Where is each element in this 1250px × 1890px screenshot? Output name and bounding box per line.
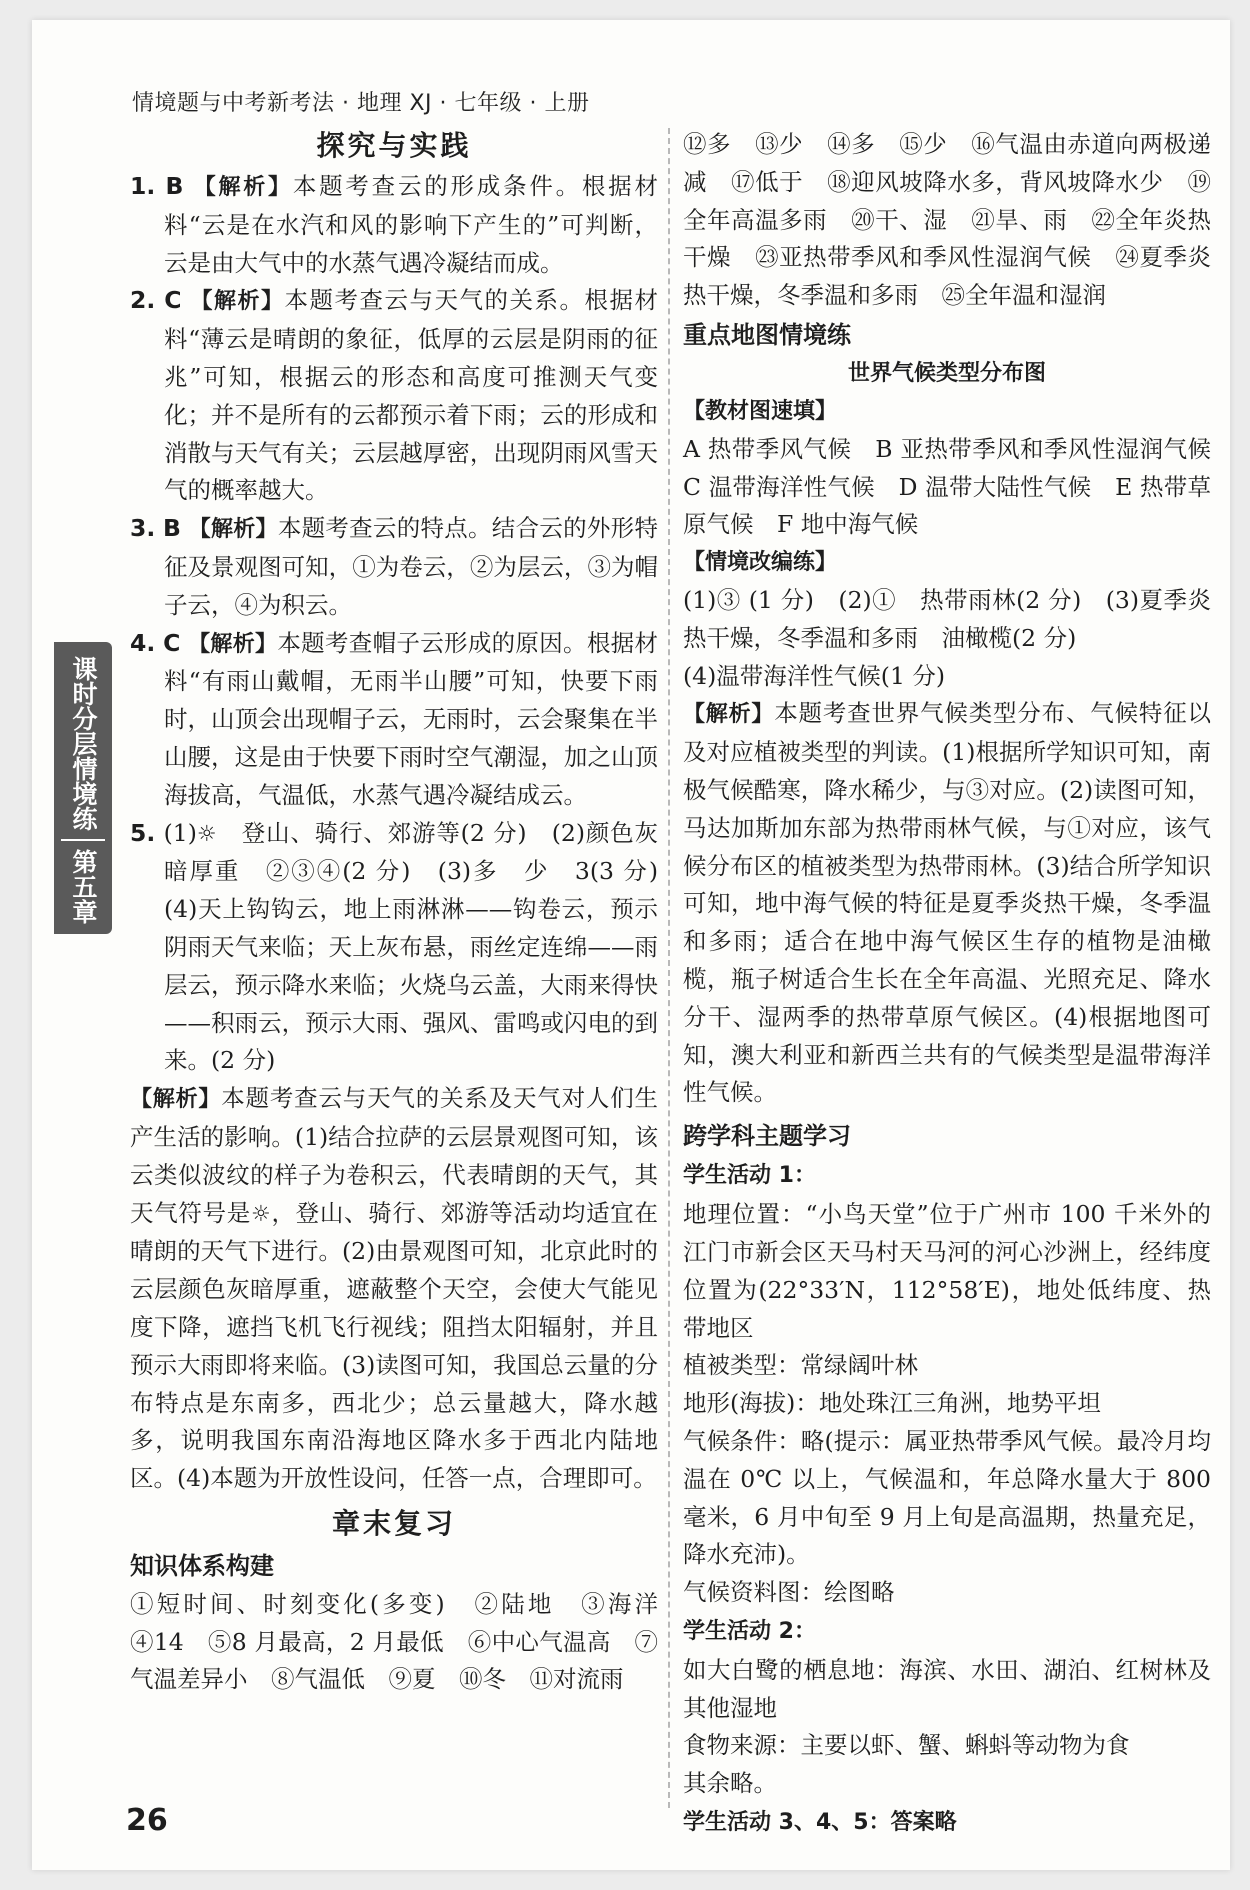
analysis-tag: 【解析】 [683, 702, 775, 728]
activity-1-vegetation: 植被类型：常绿阔叶林 [683, 1351, 918, 1380]
knowledge-system-text: ①短时间、时刻变化(多变) ②陆地 ③海洋 ④14 ⑤8 月最高，2 月最低 ⑥中心气温高 ⑦气温差异小 ⑧气温低 ⑨夏 ⑩冬 ⑪对流雨 [130, 1589, 682, 1694]
question-number: 5. [130, 818, 156, 847]
activity-2-title: 学生活动 2： [683, 1618, 816, 1644]
activity-3-5: 学生活动 3、4、5：答案略 [683, 1810, 957, 1836]
knowledge-system-continued: ⑫多 ⑬少 ⑭多 ⑮少 ⑯气温由赤道向两极递减 ⑰低于 ⑱迎风坡降水多，背风坡降水少 ⑲全年高温多雨 ⑳干、湿 ㉑旱、雨 ㉒全年炎热干燥 ㉓亚热带季风和季风性湿润气候 ㉔夏季炎热干燥，冬季温和多雨 ㉕全年温和湿润 [683, 130, 1211, 310]
running-header: 情境题与中考新考法 · 地理 XJ · 七年级 · 上册 [132, 91, 590, 116]
analysis-text: 本题考查世界气候类型分布、气候特征以及对应植被类型的判读。(1)根据所学知识可知，南极气候酷寒，降水稀少，与③对应。(2)读图可知，马达加斯加东部为热带雨林气候，与①对应，该气候分布区的植被类型为热带雨林。(3)结合所学知识可知，地中海气候的特征是夏季炎热干燥，冬季温和多雨；适合在地中海气候区生存的植物是油橄榄，瓶子树适合生长在全年高温、光照充足、降水分干、湿两季的热带草原气候区。(4)根据地图可知，澳大利亚和新西兰共有的气候类型是温带海洋性气候。 [683, 699, 1211, 1107]
analysis-text: 本题考查云与天气的关系及天气对人们生产生活的影响。(1)结合拉萨的云层景观图可知，该云类似波纹的样子为卷积云，代表晴朗的天气，其天气符号是 [130, 1084, 658, 1227]
right-column [683, 126, 1235, 1843]
activity-1-chart: 气候资料图：绘图略 [683, 1578, 895, 1607]
section-title-review: 章末复习 [331, 1506, 456, 1540]
answer-choice: B [165, 172, 184, 200]
side-tab-series: 课时分层情境练 [69, 656, 98, 831]
left-column [130, 126, 682, 1699]
sunny-weather-icon: ☼ [196, 821, 217, 847]
answer-item-2 [130, 282, 658, 510]
answer-item-5 [130, 815, 682, 1081]
answer-text: 登山、骑行、郊游等(2 分) (2)颜色灰暗厚重 ②③④(2 分) (3)多 少 3(3 分) (4)天上钩钩云，地上雨淋淋——钩卷云，预示阴雨天气来临；天上灰布悬，雨丝定连绵——雨层云，预示降水来临；火烧乌云盖，大雨来得快——积雨云，预示大雨、强风、雷鸣或闪电的到来。(2 分) [164, 818, 682, 1075]
side-tab-divider [61, 839, 105, 841]
adapted-answer-line-1: (1)③ (1 分) (2)① 热带雨林(2 分) (3)夏季炎热干燥，冬季温和多雨 油橄榄(2 分) [683, 585, 1211, 652]
map-section-title: 重点地图情境练 [683, 320, 851, 349]
page-number: 26 [126, 1803, 168, 1838]
analysis-tag: 【解析】 [188, 631, 278, 657]
side-tab-chapter: 第五章 [69, 849, 98, 924]
activity-1-location: 地理位置：“小鸟天堂”位于广州市 100 千米外的江门市新会区天马村天马河的河心沙洲上，经纬度位置为(22°33′N，112°58′E)，地处低纬度、热带地区 [683, 1200, 1211, 1342]
chapter-side-tab [54, 642, 112, 934]
question-number: 1. [130, 172, 156, 200]
map-title: 世界气候类型分布图 [847, 360, 1046, 386]
textbook-fill-text: A 热带季风气候 B 亚热带季风和季风性湿润气候 C 温带海洋性气候 D 温带大陆性气候 E 热带草原气候 F 地中海气候 [683, 434, 1235, 539]
question-number: 4. [130, 628, 156, 657]
analysis-text: 本题考查云的特点。结合云的外形特征及景观图可知，①为卷云，②为层云，③为帽子云，④为积云。 [164, 514, 658, 619]
section-title-practice: 探究与实践 [316, 129, 472, 162]
adapted-practice-tag: 【情境改编练】 [683, 550, 838, 576]
analysis-tag: 【解析】 [193, 175, 293, 200]
answer-choice: B [163, 514, 181, 543]
answer-item-1 [130, 168, 658, 282]
sunny-weather-icon: ☼ [251, 1201, 271, 1227]
answer-choice: C [164, 286, 182, 315]
answer-part-prefix: (1) [163, 818, 197, 847]
adapted-answer-line-2: (4)温带海洋性气候(1 分) [683, 661, 946, 690]
answer-choice: C [163, 628, 181, 657]
textbook-fill-tag: 【教材图速填】 [683, 398, 838, 424]
activity-1-climate: 气候条件：略(提示：属亚热带季风气候。最冷月均温在 0℃ 以上，气候温和，年总降水量大于 800 毫米，6 月中旬至 9 月上旬是高温期，热量充足，降水充沛)。 [683, 1426, 1211, 1569]
analysis-tag: 【解析】 [190, 289, 285, 315]
question-number: 3. [130, 514, 156, 543]
activity-2-food: 食物来源：主要以虾、蟹、蝌蚪等动物为食 [683, 1731, 1130, 1760]
analysis-text: 本题考查云与天气的关系。根据材料“薄云是晴朗的象征，低厚的云层是阴雨的征兆”可知，根据云的形态和高度可推测天气变化；并不是所有的云都预示着下雨；云的形成和消散与天气有关；云层越厚密，出现阴雨风雪天气的概率越大。 [164, 286, 658, 505]
answer-page [32, 20, 1235, 1870]
analysis-tag: 【解析】 [130, 1087, 222, 1113]
answer-item-4 [130, 625, 658, 815]
activity-1-terrain: 地形(海拔)：地处珠江三角洲，地势平坦 [683, 1389, 1101, 1418]
answer-item-5-analysis [130, 1080, 658, 1498]
analysis-text: 本题考查云的形成条件。根据材料“云是在水汽和风的影响下产生的”可判断，云是由大气中的水蒸气遇冷凝结而成。 [164, 172, 658, 277]
activity-2-other: 其余略。 [683, 1769, 777, 1798]
adapted-analysis [683, 695, 1211, 1112]
question-number: 2. [130, 286, 156, 315]
analysis-text: 本题考查帽子云形成的原因。根据材料“有雨山戴帽，无雨半山腰”可知，快要下雨时，山顶会出现帽子云，无雨时，云会聚集在半山腰，这是由于快要下雨时空气潮湿，加之山顶海拔高，气温低，水蒸气遇冷凝结成云。 [164, 628, 658, 809]
knowledge-system-title: 知识体系构建 [130, 1551, 274, 1580]
activity-2-habitat: 如大白鹭的栖息地：海滨、水田、湖泊、红树林及其他湿地 [683, 1655, 1211, 1722]
answer-item-3 [130, 510, 658, 624]
activity-1-title: 学生活动 1： [683, 1163, 816, 1189]
cross-subject-title: 跨学科主题学习 [683, 1122, 851, 1151]
analysis-tag: 【解析】 [188, 517, 278, 543]
analysis-text-continued: ，登山、骑行、郊游等活动均适宜在晴朗的天气下进行。(2)由景观图可知，北京此时的云层颜色灰暗厚重，遮蔽整个天空，会使大气能见度下降，遮挡飞机飞行视线；阻挡太阳辐射，并且预示大雨即将来临。(3)读图可知，我国总云量的分布特点是东南多，西北少；总云量越大，降水越多，说明我国东南沿海地区降水多于西北内陆地区。(4)本题为开放性设问，任答一点，合理即可。 [130, 1198, 658, 1493]
column-divider [668, 128, 670, 1808]
